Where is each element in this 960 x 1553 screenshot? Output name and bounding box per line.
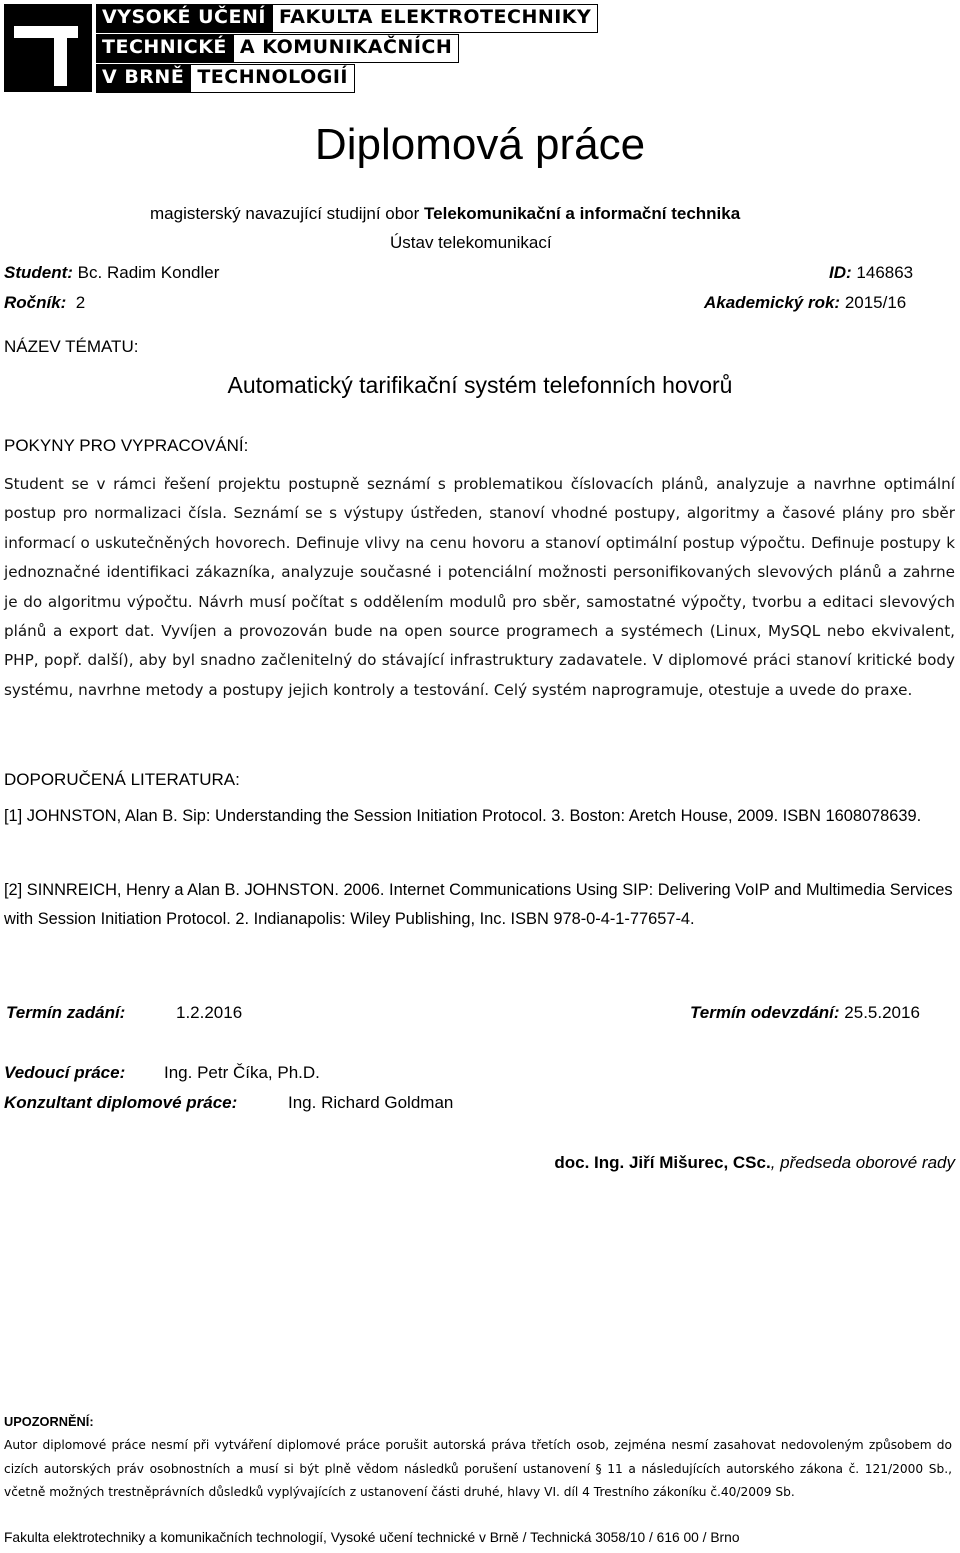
id-row: ID: 146863	[829, 263, 914, 282]
assigned-date: 1.2.2016	[176, 1003, 243, 1022]
institute: Ústav telekomunikací	[390, 233, 552, 252]
topic-title: Automatický tarifikační systém telefonních hovorů	[227, 372, 733, 398]
logo-t-icon	[4, 4, 92, 92]
chair-signature: doc. Ing. Jiří Mišurec, CSc., předseda oborové rady	[554, 1153, 955, 1172]
warning-text: Autor diplomové práce nesmí při vytváření diplomové práce porušit autorská práva třetích osob, zejména nesmí zasahovat nedovoleným způsobem do cizích autorských práv osobnostních a musí si být plně vědom následků porušení ustanovení § 11 a následujících autorského zákona č. 121/2000 Sb., včetně možných trestněprávních důsledků vyplývajících z ustanovení části druhé, hlavy VI. díl 4 Trestního zákoníku č.40/2009 Sb.	[4, 1438, 952, 1499]
student-row: Student: Bc. Radim Kondler	[4, 263, 220, 282]
literature-ref: [2] SINNREICH, Henry a Alan B. JOHNSTON. 2006. Internet Communications Using SIP: Delivering VoIP and Multimedia Services with Session Initiation Protocol. 2. Indianapolis: Wiley Publishing, Inc. ISBN 978-0-4-1-77657-4.	[4, 881, 953, 929]
literature-ref: [1] JOHNSTON, Alan B. Sip: Understanding the Session Initiation Protocol. 3. Boston: Aretch House, 2009. ISBN 1608078639.	[4, 807, 922, 825]
logo-text: V BRNĚ	[96, 64, 190, 93]
logo-text: TECHNOLOGIÍ	[190, 64, 355, 93]
due-row: Termín odevzdání: 25.5.2016	[690, 1003, 920, 1022]
instructions-label: POKYNY PRO VYPRACOVÁNÍ:	[4, 436, 249, 455]
university-logo	[4, 4, 598, 94]
topic-label: NÁZEV TÉMATU:	[4, 337, 139, 356]
consultant-name: Ing. Richard Goldman	[288, 1093, 454, 1112]
logo-text: TECHNICKÉ	[96, 34, 233, 63]
page-title: Diplomová práce	[314, 120, 646, 169]
logo-text: A KOMUNIKAČNÍCH	[233, 34, 459, 63]
logo-text: FAKULTA ELEKTROTECHNIKY	[272, 4, 598, 33]
consultant-label: Konzultant diplomové práce:	[4, 1093, 238, 1112]
logo-wordmark	[96, 4, 598, 94]
assigned-label: Termín zadání:	[6, 1003, 126, 1022]
warning-label: UPOZORNĚNÍ:	[4, 1414, 94, 1429]
supervisor-name: Ing. Petr Číka, Ph.D.	[164, 1063, 320, 1082]
instructions-text: Student se v rámci řešení projektu postupně seznámí s problematikou číslovacích plánů, analyzuje a navrhne optimální postup pro normalizaci čísla. Seznámí se s výstupy ústředen, stanoví vhodné postupy, algoritmy a časové plány pro sběr informací o uskutečněných hovorech. Definuje vlivy na cenu hovoru a stanoví optimální postup výpočtu. Definuje postupy k jednoznačné identifikaci zákazníka, analyzuje současné i potenciální možnosti personifikovaných slevových plánů a zahrne je do algoritmu výpočtu. Návrh musí počítat s oddělením modulů pro sběr, samostatné výpočty, tvorbu a editaci slevových plánů a export dat. Vyvíjen a provozován bude na open source programech a systémech (Linux, MySQL nebo ekvivalent, PHP, popř. další), aby byl snadno začlenitelný do stávající infrastruktury zadavatele. V diplomové práci stanoví kritické body systému, navrhne metody a postupy jejich kontroly a testování. Celý systém naprogramuje, otestuje a uvede do praxe.	[4, 475, 955, 699]
study-program: magisterský navazující studijní obor Telekomunikační a informační technika	[150, 204, 741, 223]
supervisor-label: Vedoucí práce:	[4, 1063, 126, 1082]
logo-text: VYSOKÉ UČENÍ	[96, 4, 272, 33]
academic-year-row: Akademický rok: 2015/16	[704, 293, 907, 312]
page-footer: Fakulta elektrotechniky a komunikačních technologií, Vysoké učení technické v Brně / Technická 3058/10 / 616 00 / Brno	[4, 1530, 740, 1545]
literature-label: DOPORUČENÁ LITERATURA:	[4, 770, 240, 789]
year-row: Ročník: 2	[4, 293, 86, 312]
